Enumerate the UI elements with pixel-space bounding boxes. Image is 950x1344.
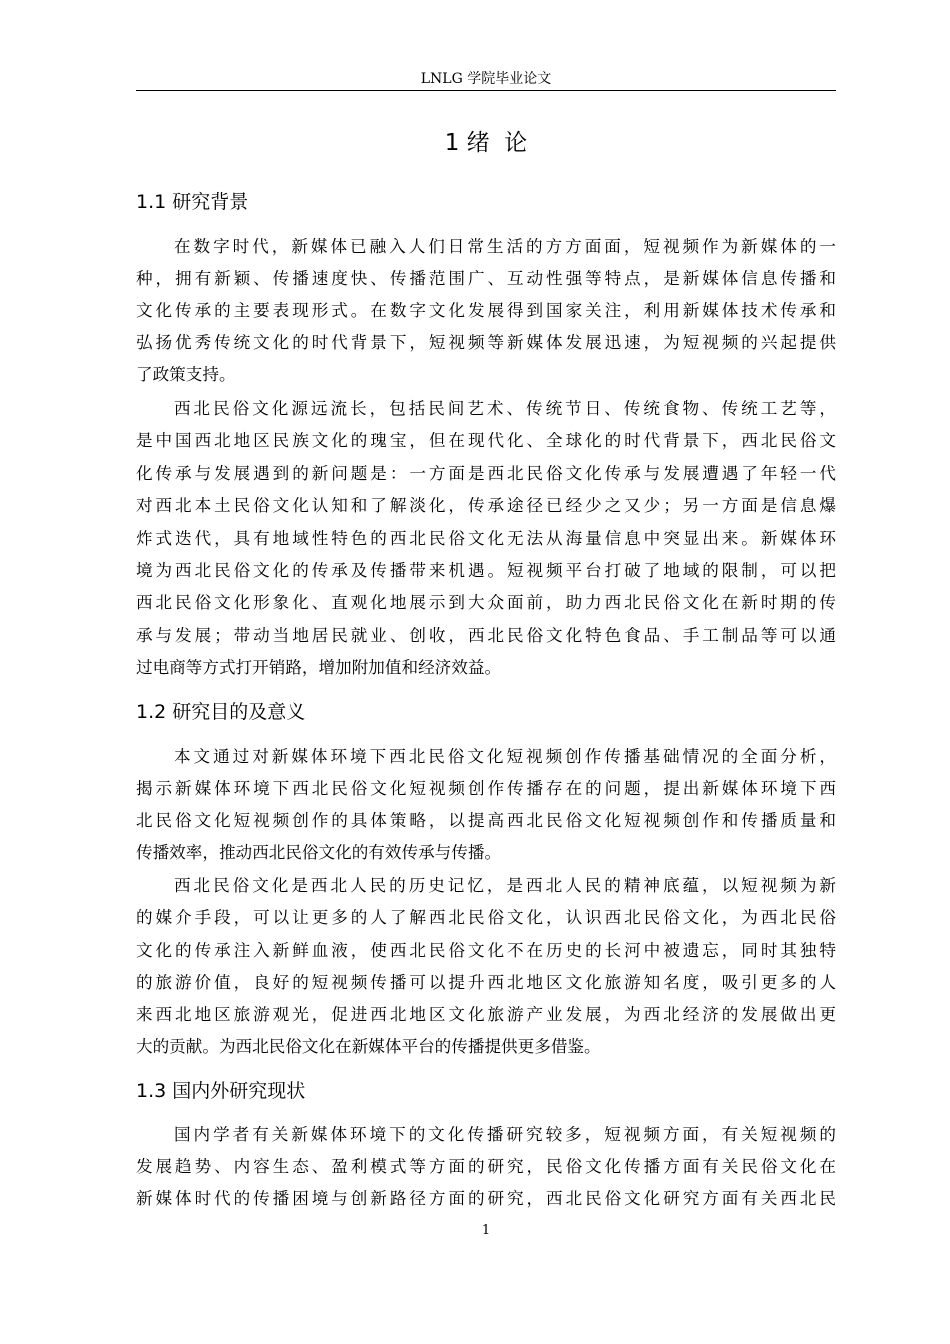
paragraph-line: 来西北地区旅游观光，促进西北地区文化旅游产业发展，为西北经济的发展做出更 — [136, 1005, 836, 1024]
paragraph-line: 承与发展；带动当地居民就业、创收，西北民俗文化特色食品、手工制品等可以通 — [136, 626, 836, 645]
paragraph-line: 文化的传承注入新鲜血液，使西北民俗文化不在历史的长河中被遗忘，同时其独特 — [136, 941, 836, 960]
section-heading-1-2: 1.2 研究目的及意义 — [136, 701, 306, 723]
paragraph-line: 西北民俗文化形象化、直观化地展示到大众面前，助力西北民俗文化在新时期的传 — [136, 593, 836, 612]
paragraph-line: 大的贡献。为西北民俗文化在新媒体平台的传播提供更多借鉴。 — [136, 1037, 601, 1056]
header-rule — [136, 90, 836, 91]
paragraph-line: 境为西北民俗文化的传承及传播带来机遇。短视频平台打破了地域的限制，可以把 — [136, 561, 836, 580]
paragraph-line: 是中国西北地区民族文化的瑰宝，但在现代化、全球化的时代背景下，西北民俗文 — [136, 431, 836, 450]
paragraph-line: 西北民俗文化源远流长，包括民间艺术、传统节日、传统食物、传统工艺等， — [174, 399, 836, 418]
paragraph-line: 过电商等方式打开销路，增加附加值和经济效益。 — [136, 658, 502, 677]
paragraph-line: 新媒体时代的传播困境与创新路径方面的研究，西北民俗文化研究方面有关西北民 — [136, 1189, 836, 1208]
running-header: LNLG 学院毕业论文 — [420, 71, 552, 87]
paragraph-line: 的旅游价值，良好的短视频传播可以提升西北地区文化旅游知名度，吸引更多的人 — [136, 973, 836, 992]
paragraph-line: 弘扬优秀传统文化的时代背景下，短视频等新媒体发展迅速，为短视频的兴起提供 — [136, 333, 836, 352]
paragraph-line: 的媒介手段，可以让更多的人了解西北民俗文化，认识西北民俗文化，为西北民俗 — [136, 908, 836, 927]
chapter-title: 1 绪 论 — [444, 130, 528, 156]
paragraph-line: 国内学者有关新媒体环境下的文化传播研究较多，短视频方面，有关短视频的 — [174, 1125, 836, 1144]
page-number: 1 — [481, 1223, 491, 1238]
paragraph-line: 炸式迭代，具有地域性特色的西北民俗文化无法从海量信息中突显出来。新媒体环 — [136, 529, 836, 548]
paragraph-line: 在数字时代，新媒体已融入人们日常生活的方方面面，短视频作为新媒体的一 — [174, 237, 836, 256]
paragraph-line: 本文通过对新媒体环境下西北民俗文化短视频创作传播基础情况的全面分析， — [174, 747, 836, 766]
paragraph-line: 对西北本土民俗文化认知和了解淡化，传承途径已经少之又少；另一方面是信息爆 — [136, 496, 836, 515]
paragraph-line: 种，拥有新颖、传播速度快、传播范围广、互动性强等特点，是新媒体信息传播和 — [136, 269, 836, 288]
paragraph-line: 传播效率，推动西北民俗文化的有效传承与传播。 — [136, 843, 502, 862]
paragraph-line: 了政策支持。 — [136, 365, 236, 384]
section-heading-1-3: 1.3 国内外研究现状 — [136, 1080, 306, 1102]
paragraph-line: 北民俗文化短视频创作的具体策略，以提高西北民俗文化短视频创作和传播质量和 — [136, 811, 836, 830]
paragraph-line: 西北民俗文化是西北人民的历史记忆，是西北人民的精神底蕴，以短视频为新 — [174, 876, 836, 895]
paragraph-line: 文化传承的主要表现形式。在数字文化发展得到国家关注，利用新媒体技术传承和 — [136, 301, 836, 320]
paragraph-line: 揭示新媒体环境下西北民俗文化短视频创作传播存在的问题，提出新媒体环境下西 — [136, 779, 836, 798]
paragraph-line: 发展趋势、内容生态、盈利模式等方面的研究，民俗文化传播方面有关民俗文化在 — [136, 1157, 836, 1176]
paragraph-line: 化传承与发展遇到的新问题是：一方面是西北民俗文化传承与发展遭遇了年轻一代 — [136, 464, 836, 483]
section-heading-1-1: 1.1 研究背景 — [136, 191, 249, 213]
